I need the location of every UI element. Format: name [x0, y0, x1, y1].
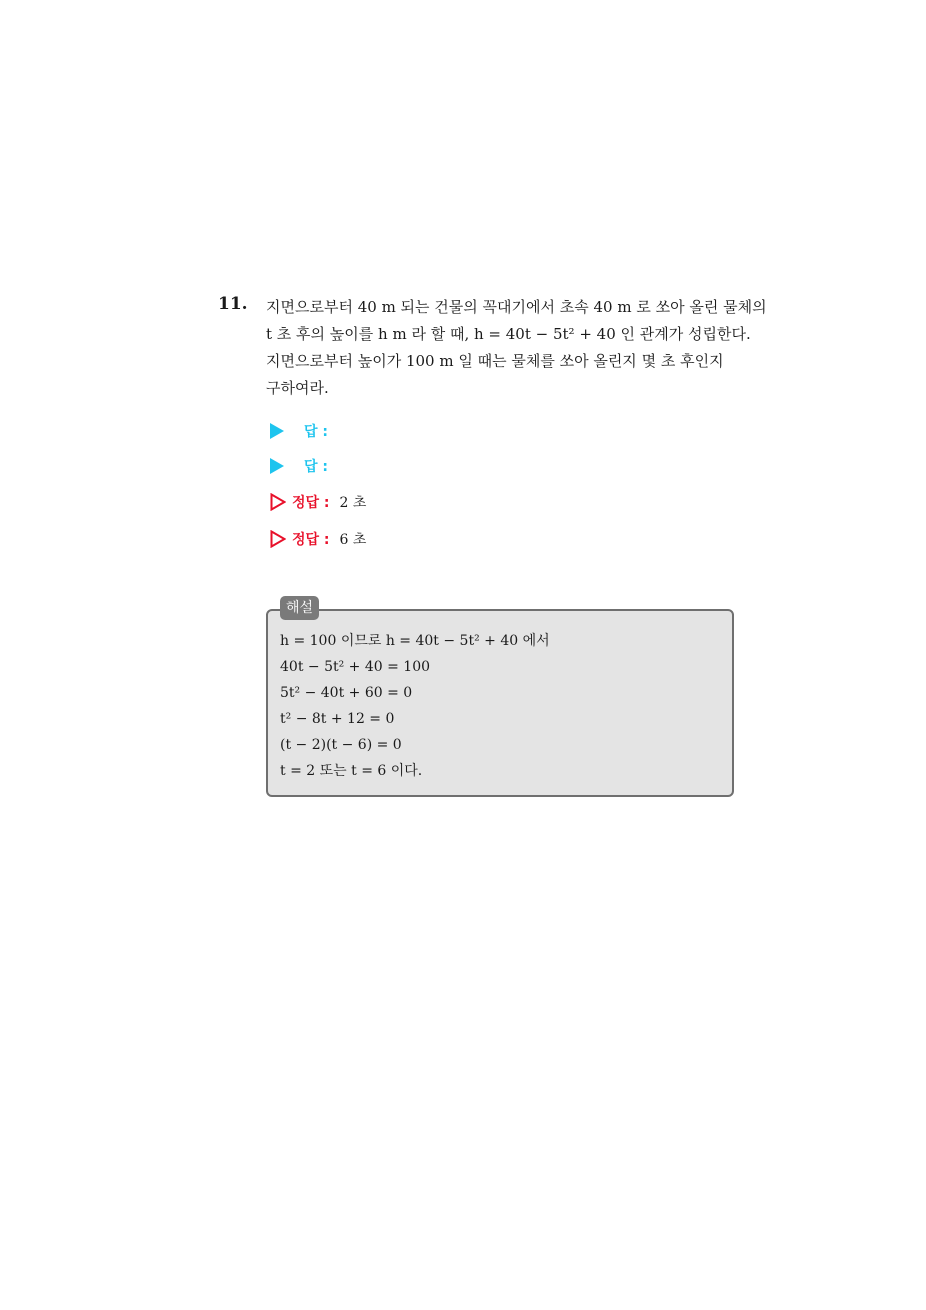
solution-line: t² − 8t + 12 = 0: [280, 711, 395, 727]
correct-answer-row: [270, 528, 366, 550]
play-triangle-icon: [270, 423, 284, 439]
answer-blank-row: [270, 420, 328, 442]
problem-line: 구하여라.: [266, 379, 329, 397]
problem-line: t 초 후의 높이를 h m 라 할 때, h = 40t − 5t² + 40 인 관계가 성립한다.: [266, 325, 751, 343]
correct-answer-value: 6 초: [339, 532, 367, 548]
problem-line: 지면으로부터 높이가 100 m 일 때는 물체를 쏘아 올린지 몇 초 후인지: [266, 352, 724, 370]
answer-label: 답 :: [304, 459, 328, 475]
solution-line: (t − 2)(t − 6) = 0: [280, 737, 402, 753]
answer-blank-row: [270, 455, 328, 477]
solution-line: h = 100 이므로 h = 40t − 5t² + 40 에서: [280, 633, 550, 649]
outline-triangle-icon: [270, 530, 286, 548]
solution-line: 40t − 5t² + 40 = 100: [280, 659, 431, 675]
problem-text: [266, 294, 767, 402]
solution-line: 5t² − 40t + 60 = 0: [280, 685, 413, 701]
answer-label: 답 :: [304, 424, 328, 440]
solution-steps: [280, 628, 550, 784]
correct-answer-label: 정답 :: [292, 495, 330, 511]
problem-number: 11.: [218, 294, 248, 314]
correct-answer-row: [270, 491, 366, 513]
play-triangle-icon: [270, 458, 284, 474]
solution-tag: 해설: [280, 596, 319, 620]
outline-triangle-icon: [270, 493, 286, 511]
correct-answer-label: 정답 :: [292, 532, 330, 548]
correct-answer-value: 2 초: [339, 495, 367, 511]
solution-line: t = 2 또는 t = 6 이다.: [280, 763, 423, 779]
problem-line: 지면으로부터 40 m 되는 건물의 꼭대기에서 초속 40 m 로 쏘아 올린 물체의: [266, 298, 767, 316]
